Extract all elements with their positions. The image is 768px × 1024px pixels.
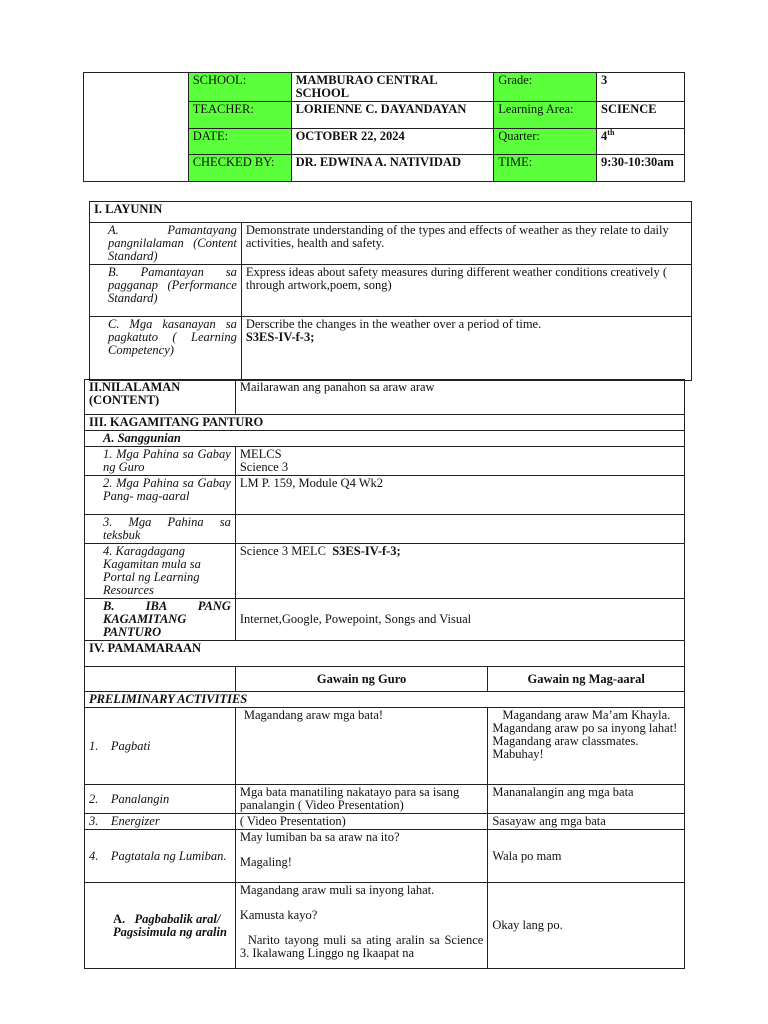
activity-row-a-label: A. Pagbabalik aral/ Pagsisimula ng aralin bbox=[85, 883, 236, 969]
layunin-b-text: Express ideas about safety measures during different weather conditions creatively ( through artwork,poem, song) bbox=[241, 265, 691, 317]
header-blank-cell bbox=[84, 73, 189, 182]
layunin-c-text bbox=[241, 317, 691, 381]
ref-2-value: LM P. 159, Module Q4 Wk2 bbox=[235, 476, 684, 515]
activity-row-4-guro bbox=[235, 830, 487, 883]
checked-by-value: DR. EDWINA A. NATIVIDAD bbox=[291, 155, 494, 182]
layunin-title: I. LAYUNIN bbox=[90, 202, 692, 223]
magaaral-line: Mabuhay! bbox=[492, 747, 544, 761]
guro-line: May lumiban ba sa araw na ito? bbox=[239, 830, 400, 844]
col-guro-header: Gawain ng Guro bbox=[235, 667, 487, 692]
main-table bbox=[84, 379, 685, 969]
activity-row-a-guro bbox=[235, 883, 487, 969]
nilalaman-value: Mailarawan ang panahon sa araw araw bbox=[235, 380, 684, 415]
activity-row-1-label: 1. Pagbati bbox=[85, 708, 236, 785]
nilalaman-label: II.NILALAMAN (CONTENT) bbox=[85, 380, 236, 415]
activity-row-2-guro: Mga bata manatiling nakatayo para sa isang panalangin ( Video Presentation) bbox=[235, 785, 487, 814]
school-value: MAMBURAO CENTRAL SCHOOL bbox=[291, 73, 494, 102]
guro-line: Narito tayong muli sa ating aralin sa Science 3. Ikalawang Linggo ng Ikaapat na bbox=[239, 933, 484, 960]
ref-2-label: 2. Mga Pahina sa Gabay Pang- mag-aaral bbox=[85, 476, 236, 515]
iba-pang-value: Internet,Google, Powepoint, Songs and Visual bbox=[235, 599, 684, 641]
sanggunian-label: A. Sanggunian bbox=[85, 431, 685, 447]
ref-1-value bbox=[235, 447, 684, 476]
ref-3-value bbox=[235, 515, 684, 544]
activity-row-2-magaaral: Mananalangin ang mga bata bbox=[488, 785, 685, 814]
activity-row-1-guro bbox=[235, 708, 487, 785]
layunin-b-label: B. Pamantayan sa pagganap (Performance Standard) bbox=[90, 265, 242, 317]
learning-area-value: SCIENCE bbox=[597, 102, 685, 129]
ref-1-line-1: MELCS bbox=[239, 447, 282, 461]
time-value: 9:30-10:30am bbox=[597, 155, 685, 182]
magaaral-line: Magandang araw po sa inyong lahat! bbox=[492, 721, 678, 735]
guro-line: Magandang araw muli sa inyong lahat. bbox=[239, 883, 435, 897]
layunin-table bbox=[89, 201, 692, 381]
checked-by-label: CHECKED BY: bbox=[188, 155, 291, 182]
layunin-c-label: C. Mga kasanayan sa pagkatuto ( Learning Competency) bbox=[90, 317, 242, 381]
time-label: TIME: bbox=[494, 155, 597, 182]
pamamaraan-title: IV. PAMAMARAAN bbox=[85, 641, 685, 667]
grade-label: Grade: bbox=[494, 73, 597, 102]
iba-pang-label: B. IBA PANG KAGAMITANG PANTURO bbox=[85, 599, 236, 641]
ref-1-line-2: Science 3 bbox=[239, 460, 289, 474]
activity-row-3-label: 3. Energizer bbox=[85, 814, 236, 830]
activity-row-3-magaaral: Sasayaw ang mga bata bbox=[488, 814, 685, 830]
header-table bbox=[83, 72, 685, 182]
school-label: SCHOOL: bbox=[188, 73, 291, 102]
quarter-label: Quarter: bbox=[494, 129, 597, 155]
learning-area-label: Learning Area: bbox=[494, 102, 597, 129]
grade-value: 3 bbox=[597, 73, 685, 102]
ref-3-label: 3. Mga Pahina sa teksbuk bbox=[85, 515, 236, 544]
ref-4-code: S3ES-IV-f-3; bbox=[332, 544, 401, 558]
guro-line: Magaling! bbox=[239, 855, 292, 869]
magaaral-line: Magandang araw classmates. bbox=[492, 734, 639, 748]
layunin-a-label: A. Pamantayang pangnilalaman (Content Standard) bbox=[90, 223, 242, 265]
activity-row-4-label: 4. Pagtatala ng Lumiban. bbox=[85, 830, 236, 883]
magaaral-line: Magandang araw Ma’am Khayla. bbox=[502, 708, 671, 722]
activity-row-2-label: 2. Panalangin bbox=[85, 785, 236, 814]
guro-line: Kamusta kayo? bbox=[239, 908, 318, 922]
preliminary-activities-label: PRELIMINARY ACTIVITIES bbox=[85, 692, 685, 708]
date-value: OCTOBER 22, 2024 bbox=[291, 129, 494, 155]
ref-4-label: 4. Karagdagang Kagamitan mula sa Portal ng Learning Resources bbox=[85, 544, 236, 599]
activity-row-4-magaaral: Wala po mam bbox=[488, 830, 685, 883]
ref-4-text: Science 3 MELC bbox=[239, 544, 326, 558]
guro-line: Magandang araw mga bata! bbox=[243, 708, 384, 722]
col-magaaral-header: Gawain ng Mag-aaral bbox=[488, 667, 685, 692]
pamamaraan-blank-header bbox=[85, 667, 236, 692]
competency-code: S3ES-IV-f-3; bbox=[245, 330, 315, 344]
quarter-value: 4th bbox=[597, 129, 685, 155]
ref-1-label: 1. Mga Pahina sa Gabay ng Guro bbox=[85, 447, 236, 476]
teacher-value: LORIENNE C. DAYANDAYAN bbox=[291, 102, 494, 129]
ref-4-value bbox=[235, 544, 684, 599]
activity-row-3-guro: ( Video Presentation) bbox=[235, 814, 487, 830]
activity-row-1-magaaral bbox=[488, 708, 685, 785]
layunin-a-text: Demonstrate understanding of the types and effects of weather as they relate to daily activities, health and safety. bbox=[241, 223, 691, 265]
activity-row-a-magaaral: Okay lang po. bbox=[488, 883, 685, 969]
competency-text: Derscribe the changes in the weather over a period of time. bbox=[245, 317, 542, 331]
teacher-label: TEACHER: bbox=[188, 102, 291, 129]
kagamitan-title: III. KAGAMITANG PANTURO bbox=[85, 415, 685, 431]
date-label: DATE: bbox=[188, 129, 291, 155]
